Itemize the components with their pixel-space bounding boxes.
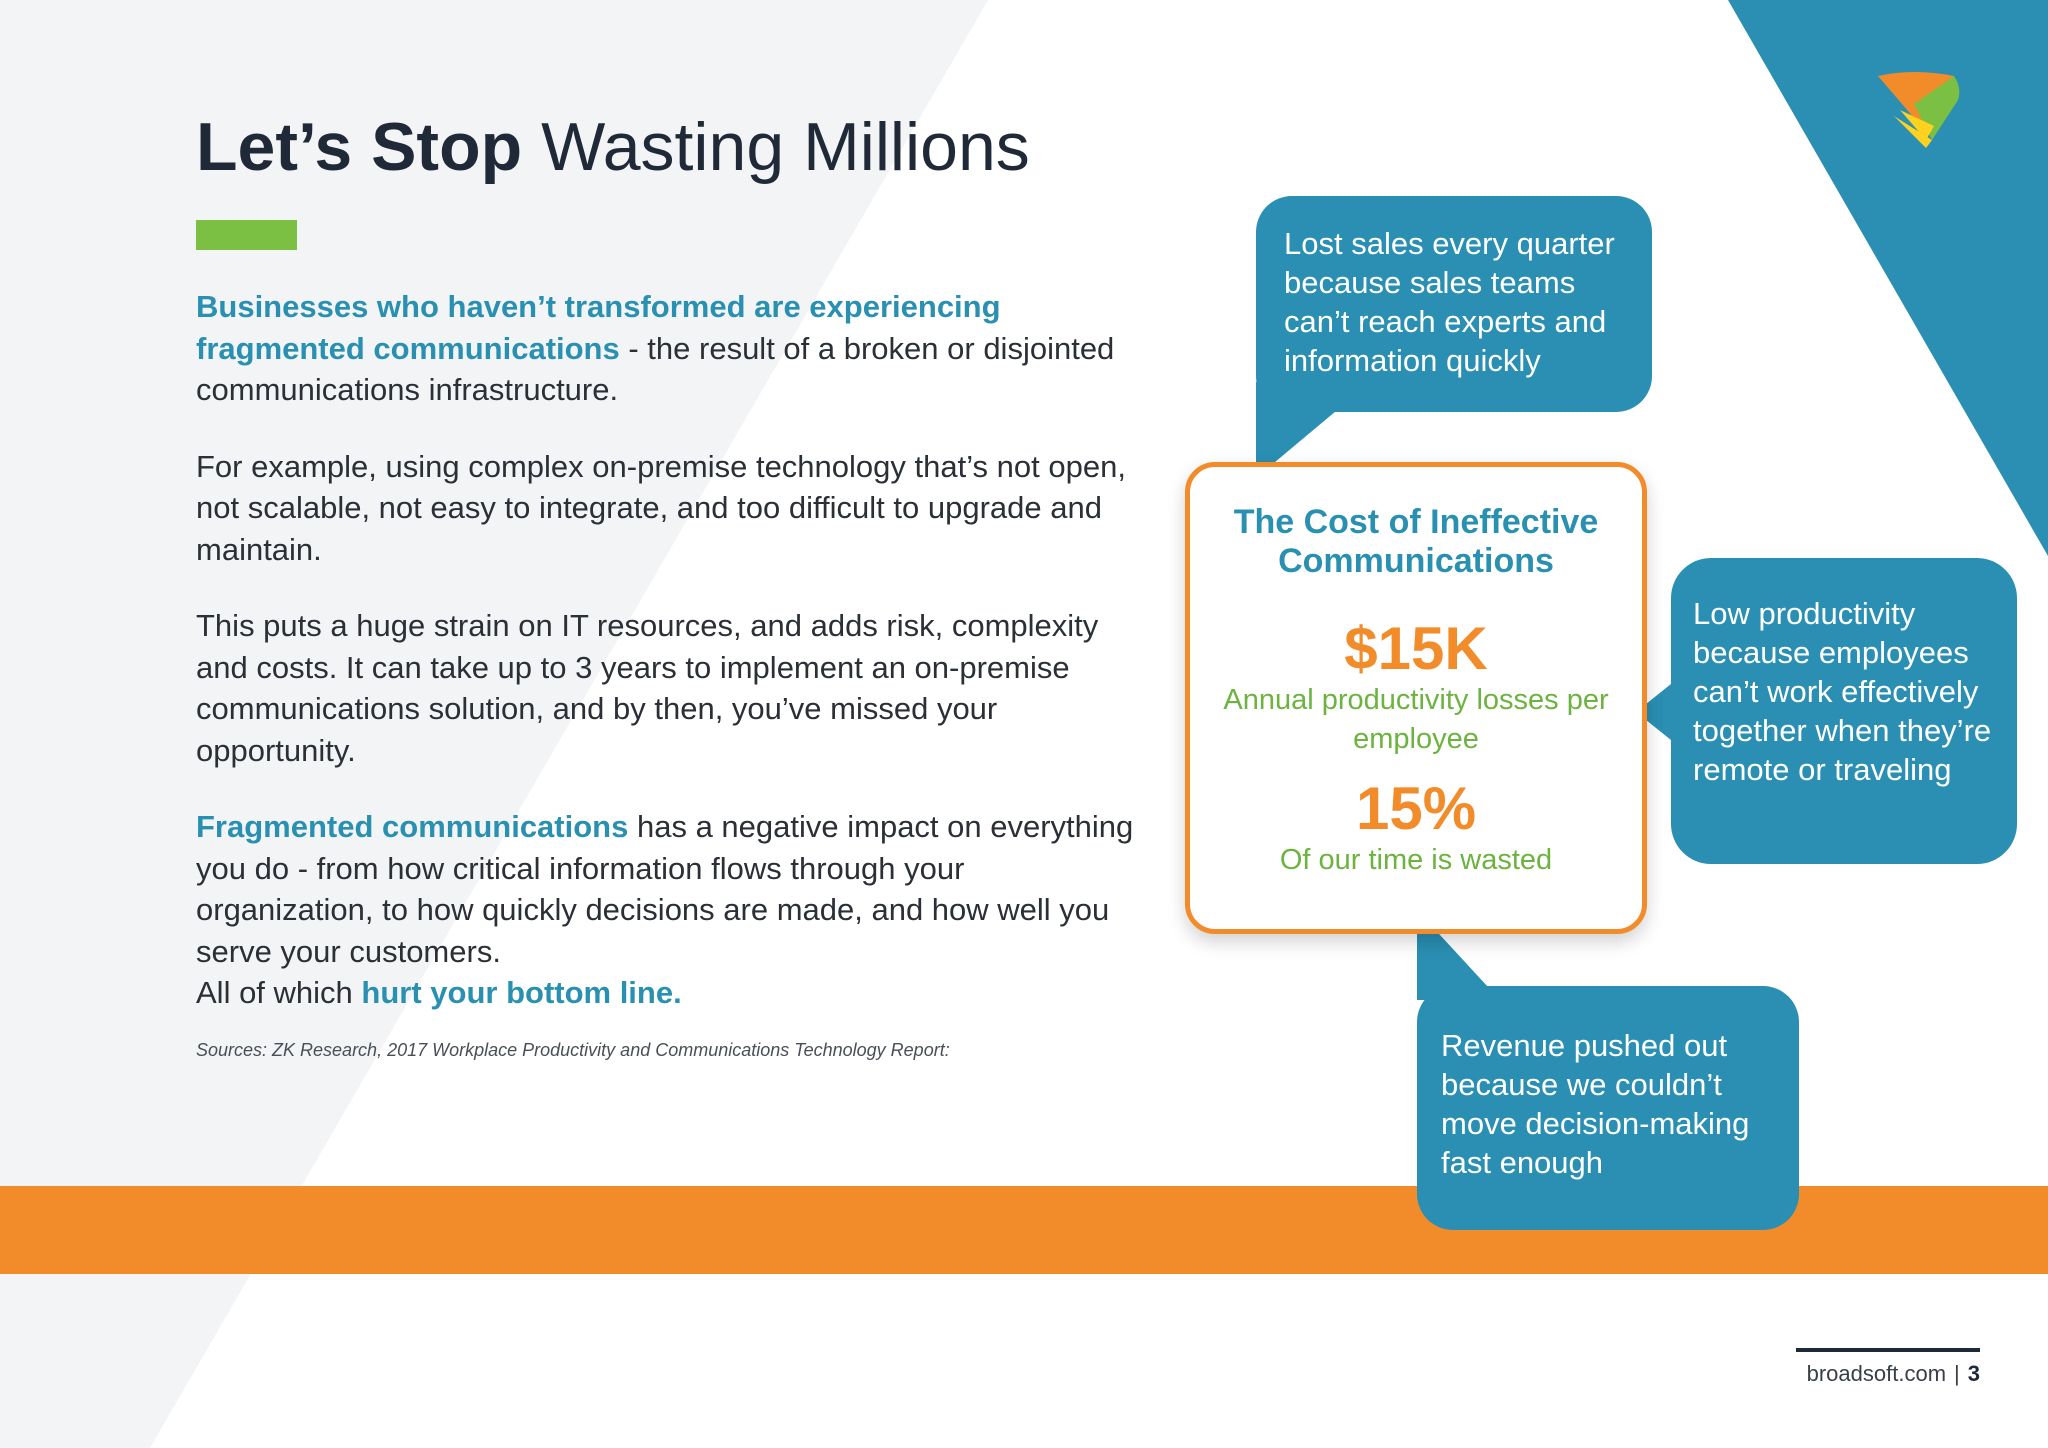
- p4-text: has a negative impact on everything you do - from how critical information flows through your organization, to how quickly decisions are made, and how well you serve your customers.: [196, 809, 1134, 969]
- footer-rule: [1796, 1348, 1980, 1352]
- title-accent-rule: [196, 220, 297, 250]
- p4-highlight-2: hurt your bottom line.: [361, 975, 682, 1010]
- paragraph-1: [196, 286, 1146, 411]
- page-title: [196, 108, 1030, 186]
- title-bold: Let’s Stop: [196, 109, 523, 185]
- page-number: 3: [1967, 1361, 1980, 1386]
- stat-value-losses: $15K: [1344, 615, 1488, 682]
- low-productivity-bubble: Low productivity because employees can’t work effectively together when they’re remote or traveling: [1671, 558, 2017, 864]
- stat-label-time: Of our time is wasted: [1279, 844, 1553, 876]
- p1-text: - the result of a broken or disjointed communications infrastructure.: [196, 330, 1115, 407]
- footer-site: broadsoft.com: [1806, 1361, 1947, 1386]
- stat-value-time: 15%: [1355, 775, 1477, 842]
- body-copy: [196, 286, 1146, 1071]
- cost-callout-box: [1185, 462, 1647, 934]
- sources-note: Sources: ZK Research, 2017 Workplace Productivity and Communications Technology Report:: [196, 1039, 950, 1060]
- lost-sales-bubble: Lost sales every quarter because sales teams can’t reach experts and information quickly: [1256, 196, 1652, 412]
- footer: [1807, 1361, 1980, 1387]
- paragraph-4: [196, 806, 1146, 1014]
- paragraph-3: This puts a huge strain on IT resources, and adds risk, complexity and costs. It can take up to 3 years to implement an on-premise communications solution, and by then, you’ve missed your opportunity.: [196, 608, 1099, 768]
- p4-line2: All of which: [196, 975, 362, 1010]
- p1-highlight: Businesses who haven’t transformed are experiencing fragmented communications: [196, 289, 1001, 366]
- paragraph-2: For example, using complex on-premise technology that’s not open, not scalable, not easy to integrate, and too difficult to upgrade and maintain.: [196, 448, 1126, 567]
- revenue-bubble: Revenue pushed out because we couldn’t move decision-making fast enough: [1417, 986, 1799, 1230]
- p4-highlight: Fragmented communications: [196, 809, 629, 844]
- stat-label-losses: Annual productivity losses per employee: [1223, 684, 1609, 755]
- footer-separator: |: [1954, 1361, 1960, 1386]
- title-regular: Wasting Millions: [541, 109, 1030, 185]
- cost-title: The Cost of Ineffective Communications: [1233, 503, 1599, 580]
